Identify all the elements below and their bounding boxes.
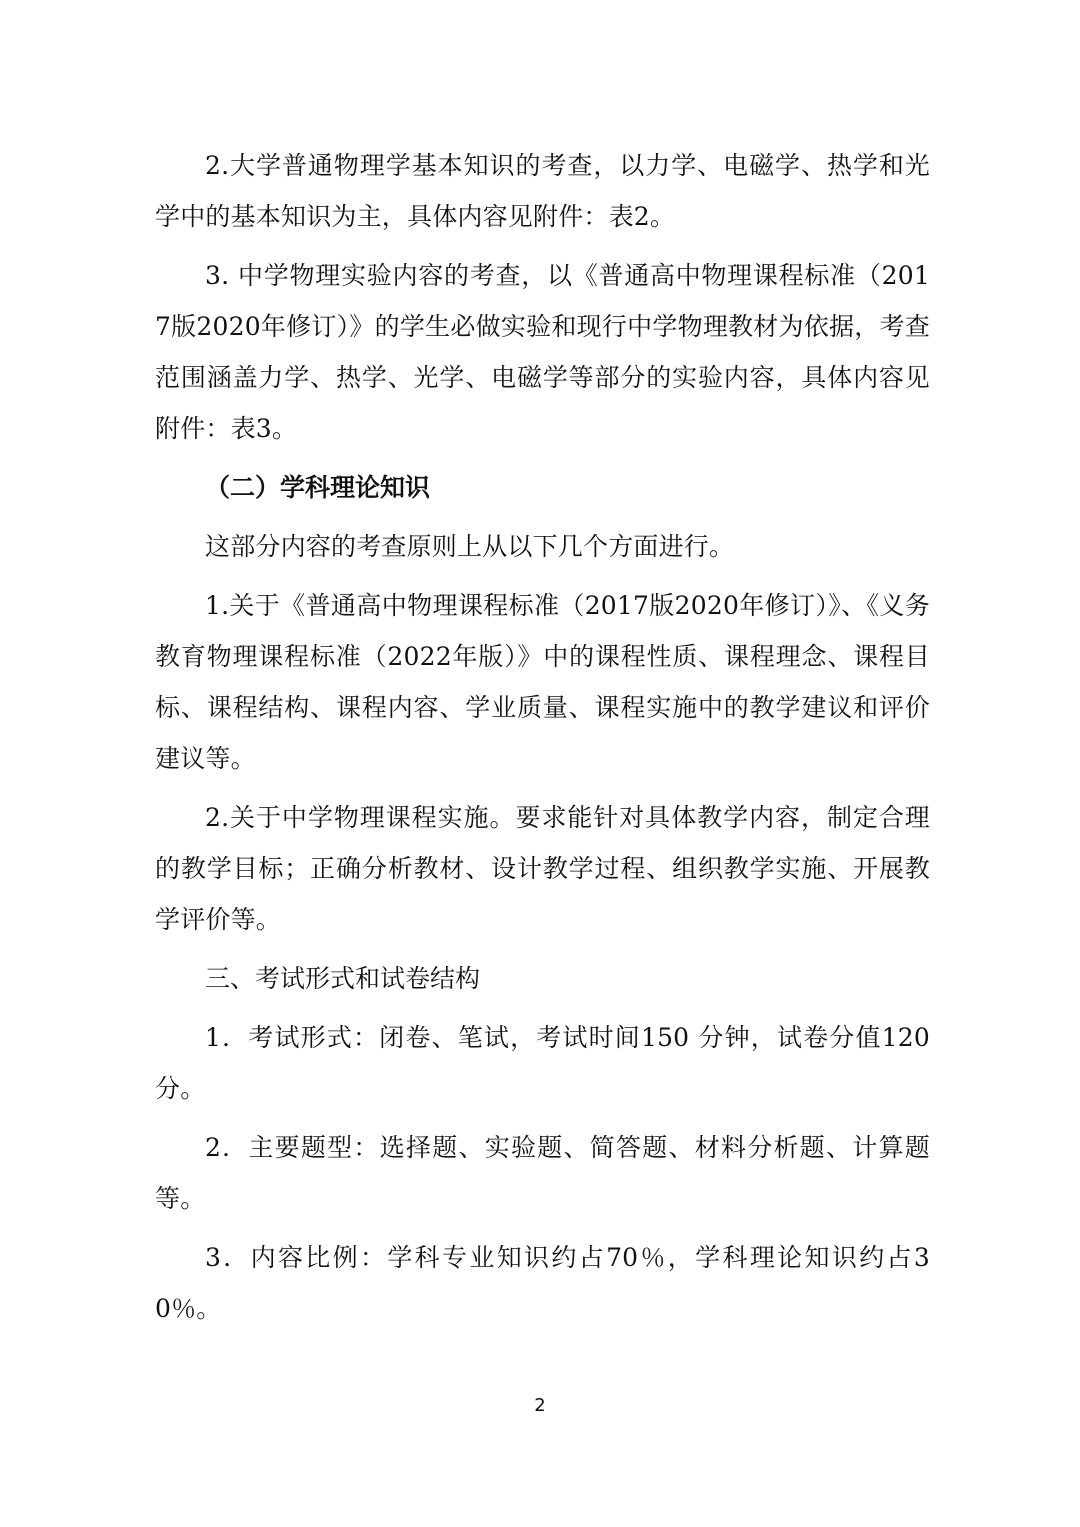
section-heading-theory: （二）学科理论知识 [205,473,431,502]
page-content [155,140,930,1334]
paragraph-physics-knowledge: 2.大学普通物理学基本知识的考查，以力学、电磁学、热学和光学中的基本知识为主，具体内容见附件：表2。 [155,151,930,231]
paragraph-content-ratio: 3．内容比例：学科专业知识约占70％，学科理论知识约占30％。 [155,1243,930,1323]
section-heading-exam-format: 三、考试形式和试卷结构 [205,964,481,993]
paragraph-question-types: 2．主要题型：选择题、实验题、简答题、材料分析题、计算题等。 [155,1133,930,1213]
paragraph-experiment-content: 3. 中学物理实验内容的考查，以《普通高中物理课程标准（2017版2020年修订）》的学生必做实验和现行中学物理教材为依据，考查范围涵盖力学、热学、光学、电磁学等部分的实验内容，具体内容见附件：表3。 [155,261,930,443]
paragraph-exam-form: 1．考试形式：闭卷、笔试，考试时间150 分钟，试卷分值120分。 [155,1023,930,1103]
paragraph-curriculum-standards: 1.关于《普通高中物理课程标准（2017版2020年修订）》、《义务教育物理课程标准（2022年版）》中的课程性质、课程理念、课程目标、课程结构、课程内容、学业质量、课程实施中的教学建议和评价建议等。 [155,591,930,773]
page-number: 2 [534,1395,546,1416]
paragraph-curriculum-implementation: 2.关于中学物理课程实施。要求能针对具体教学内容，制定合理的教学目标；正确分析教材、设计教学过程、组织教学实施、开展教学评价等。 [155,803,930,934]
paragraph-theory-intro: 这部分内容的考查原则上从以下几个方面进行。 [205,532,735,561]
